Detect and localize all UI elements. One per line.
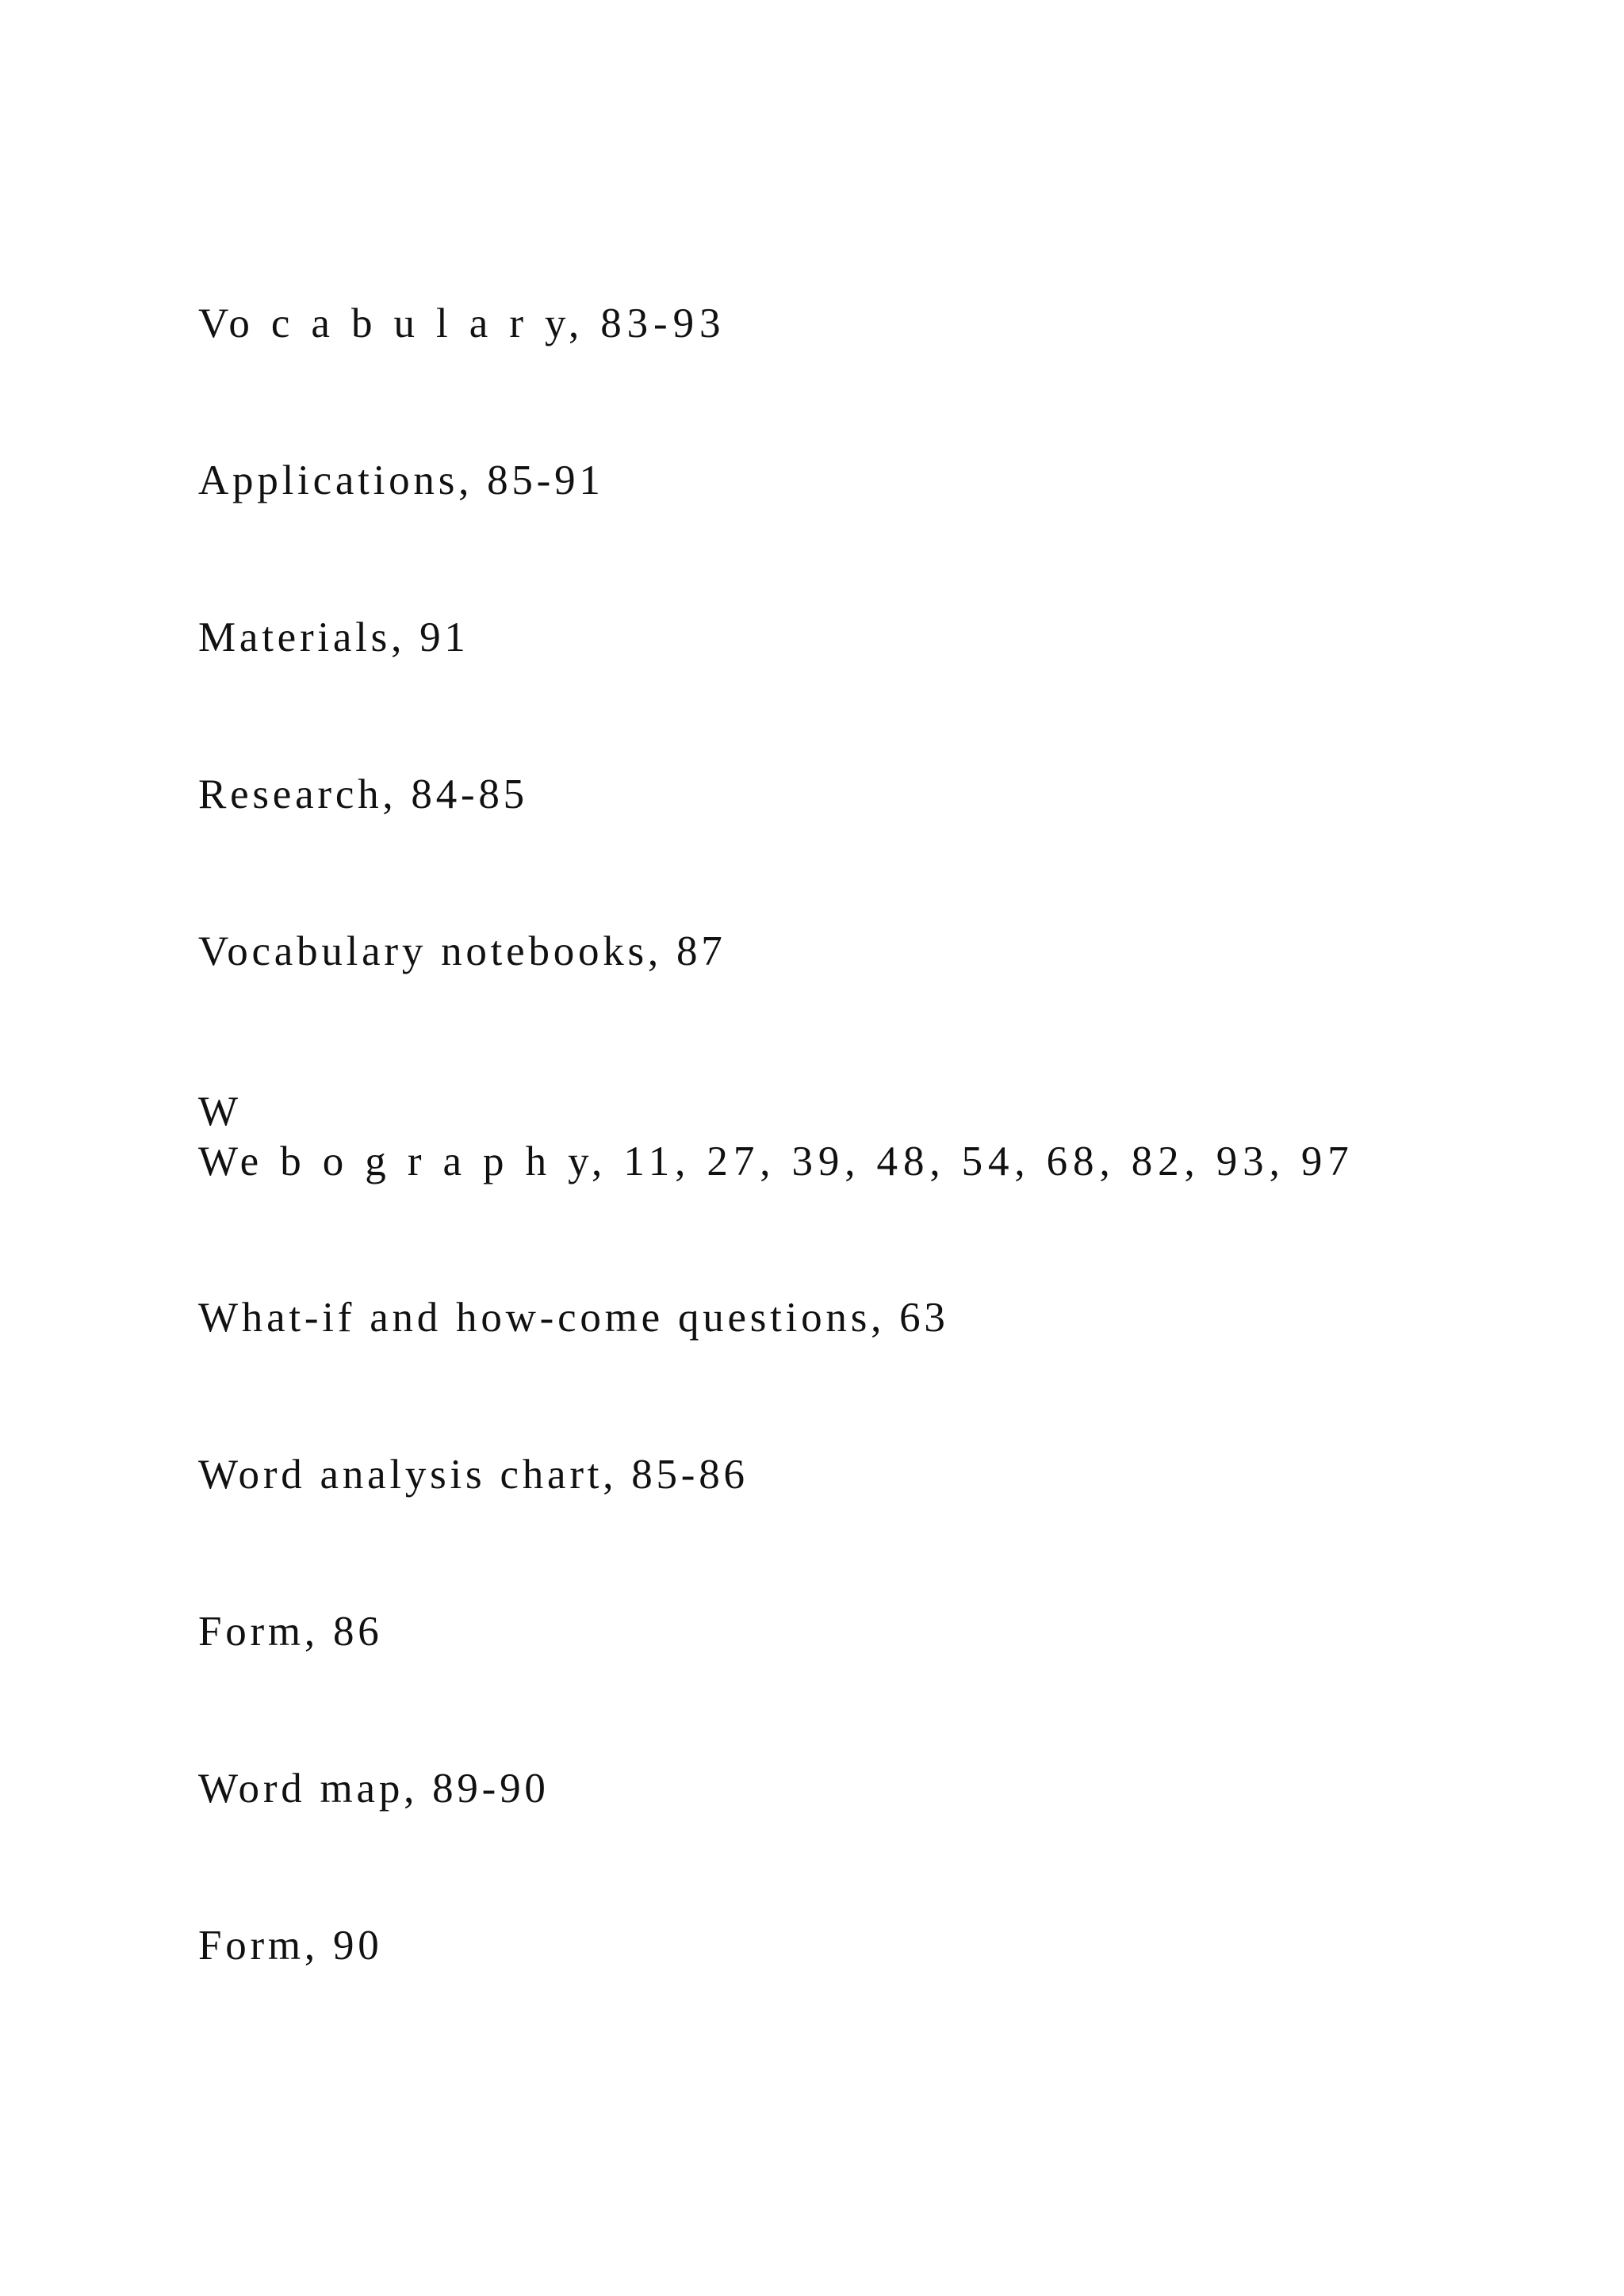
index-entry-webography: We b o g r a p h y, 11, 27, 39, 48, 54, 68, 82, 93, 97 — [198, 1138, 1354, 1184]
index-entry-applications: Applications, 85-91 — [198, 457, 604, 503]
index-entry-research: Research, 84-85 — [198, 771, 528, 817]
index-entry-vocabulary-notebooks: Vocabulary notebooks, 87 — [198, 928, 726, 974]
index-entry-vocabulary: Vo c a b u l a r y, 83-93 — [198, 300, 726, 346]
index-entry-what-if-questions: What-if and how-come questions, 63 — [198, 1295, 949, 1341]
index-entry-form-90: Form, 90 — [198, 1923, 383, 1969]
index-entry-form-86: Form, 86 — [198, 1609, 383, 1655]
index-entry-word-map: Word map, 89-90 — [198, 1766, 550, 1812]
index-section-letter: W — [198, 1089, 239, 1135]
index-entry-word-analysis-chart: Word analysis chart, 85-86 — [198, 1452, 749, 1498]
index-entry-materials: Materials, 91 — [198, 614, 469, 660]
